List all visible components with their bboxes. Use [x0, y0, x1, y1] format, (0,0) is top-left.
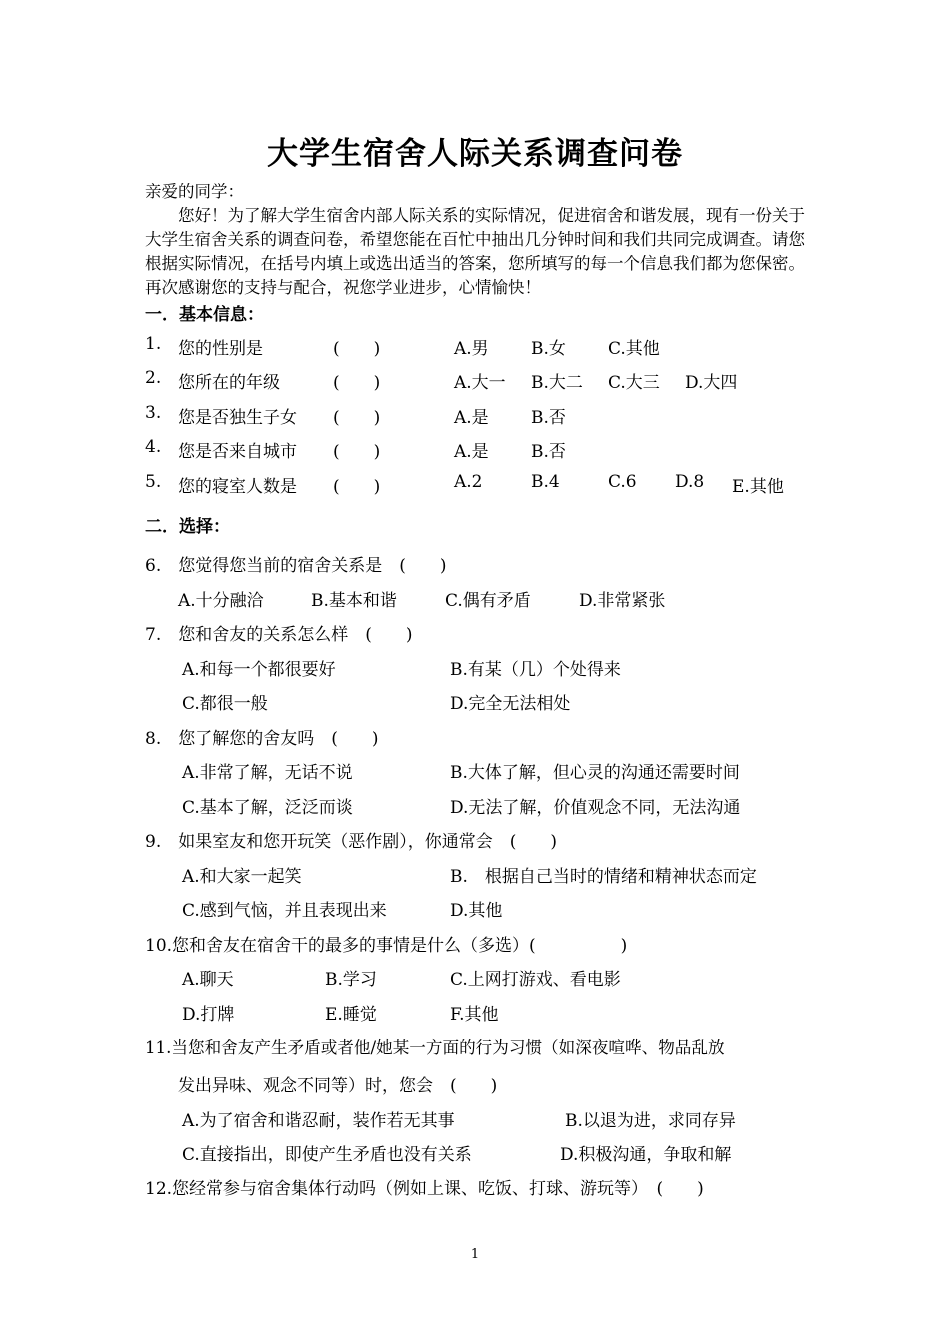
option[interactable]: A.是: [454, 442, 489, 462]
option[interactable]: C.其他: [608, 339, 660, 359]
answer-blank[interactable]: ( ): [333, 373, 381, 393]
section-heading-basic: 一．基本信息：: [145, 305, 264, 325]
option[interactable]: F.其他: [450, 1005, 499, 1025]
option[interactable]: B.学习: [325, 970, 377, 990]
question-stem: 9. 如果室友和您开玩笑（恶作剧），你通常会 ( ): [145, 832, 557, 852]
question-stem: 6. 您觉得您当前的宿舍关系是 ( ): [145, 556, 447, 576]
question-stem: 8. 您了解您的舍友吗 ( ): [145, 729, 379, 749]
question-stem: 12.您经常参与宿舍集体行动吗（例如上课、吃饭、打球、游玩等） ( ): [145, 1179, 704, 1199]
option[interactable]: B.以退为进，求同存异: [565, 1111, 736, 1131]
option[interactable]: A.是: [454, 408, 489, 428]
question-stem: 10.您和舍友在宿舍干的最多的事情是什么（多选）( ): [145, 936, 628, 956]
option[interactable]: C.上网打游戏、看电影: [450, 970, 621, 990]
page-title: 大学生宿舍人际关系调查问卷: [267, 136, 683, 172]
intro-line: 再次感谢您的支持与配合，祝您学业进步，心情愉快！: [145, 278, 541, 297]
option[interactable]: A.非常了解，无话不说: [182, 763, 353, 783]
answer-blank[interactable]: ( ): [333, 339, 381, 359]
question-number: 2.: [145, 368, 162, 388]
option[interactable]: C.都很一般: [182, 694, 268, 714]
option[interactable]: D.无法了解，价值观念不同，无法沟通: [450, 798, 741, 818]
option[interactable]: C.直接指出，即使产生矛盾也没有关系: [182, 1145, 472, 1165]
option[interactable]: A.和大家一起笑: [182, 867, 302, 887]
option[interactable]: B.大体了解，但心灵的沟通还需要时间: [450, 763, 740, 783]
question-text: 您的寝室人数是: [178, 477, 297, 497]
greeting: 亲爱的同学：: [145, 182, 244, 201]
option[interactable]: A.2: [454, 472, 483, 492]
option[interactable]: A.十分融洽: [178, 591, 264, 611]
answer-blank[interactable]: ( ): [333, 408, 381, 428]
question-number: 5.: [145, 472, 162, 492]
option[interactable]: D.积极沟通，争取和解: [560, 1145, 732, 1165]
option[interactable]: A.聊天: [182, 970, 234, 990]
option[interactable]: B.否: [531, 442, 566, 462]
answer-blank[interactable]: ( ): [333, 477, 381, 497]
option[interactable]: D.其他: [450, 901, 503, 921]
question-text: 您的性别是: [178, 339, 263, 359]
option[interactable]: B. 根据自己当时的情绪和精神状态而定: [450, 867, 757, 887]
question-number: 1.: [145, 334, 162, 354]
section-heading-choice: 二．选择：: [145, 517, 230, 537]
question-number: 3.: [145, 403, 162, 423]
option[interactable]: C.基本了解，泛泛而谈: [182, 798, 353, 818]
option[interactable]: B.否: [531, 408, 566, 428]
option[interactable]: E.睡觉: [325, 1005, 377, 1025]
page-number: 1: [470, 1247, 480, 1262]
option[interactable]: D.非常紧张: [579, 591, 666, 611]
option[interactable]: C.偶有矛盾: [445, 591, 531, 611]
question-number: 4.: [145, 437, 162, 457]
option[interactable]: A.为了宿舍和谐忍耐，装作若无其事: [182, 1111, 455, 1131]
option[interactable]: D.完全无法相处: [450, 694, 571, 714]
question-text: 您是否来自城市: [178, 442, 297, 462]
question-stem-continued: 发出异味、观念不同等）时，您会 ( ): [178, 1076, 498, 1096]
question-text: 您所在的年级: [178, 373, 280, 393]
option[interactable]: B.大二: [531, 373, 583, 393]
intro-line: 根据实际情况，在括号内填上或选出适当的答案，您所填写的每一个信息我们都为您保密。: [145, 254, 805, 273]
option[interactable]: C.6: [608, 472, 637, 492]
option[interactable]: C.感到气恼，并且表现出来: [182, 901, 387, 921]
option[interactable]: D.打牌: [182, 1005, 235, 1025]
option[interactable]: D.8: [675, 472, 705, 492]
option[interactable]: A.大一: [454, 373, 506, 393]
question-text: 您是否独生子女: [178, 408, 297, 428]
option[interactable]: B.4: [531, 472, 560, 492]
option[interactable]: B.基本和谐: [311, 591, 397, 611]
option[interactable]: B.有某（几）个处得来: [450, 660, 621, 680]
option[interactable]: B.女: [531, 339, 566, 359]
option[interactable]: A.男: [454, 339, 489, 359]
option[interactable]: A.和每一个都很要好: [182, 660, 336, 680]
answer-blank[interactable]: ( ): [333, 442, 381, 462]
question-stem: 11.当您和舍友产生矛盾或者他/她某一方面的行为习惯（如深夜喧哗、物品乱放: [145, 1038, 725, 1057]
intro-line: 您好！为了解大学生宿舍内部人际关系的实际情况，促进宿舍和谐发展，现有一份关于: [145, 206, 805, 225]
option[interactable]: D.大四: [685, 373, 738, 393]
option[interactable]: E.其他: [732, 477, 784, 497]
intro-line: 大学生宿舍关系的调查问卷，希望您能在百忙中抽出几分钟时间和我们共同完成调查。请您: [145, 230, 805, 249]
question-stem: 7. 您和舍友的关系怎么样 ( ): [145, 625, 413, 645]
option[interactable]: C.大三: [608, 373, 660, 393]
